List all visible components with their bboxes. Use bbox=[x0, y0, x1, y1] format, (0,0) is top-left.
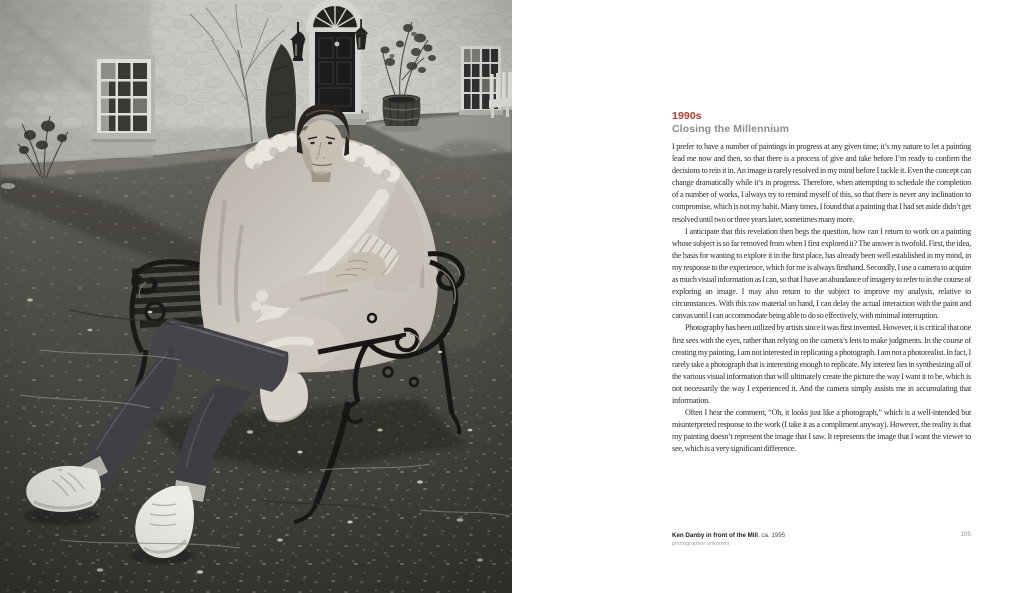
section-title: Closing the Millennium bbox=[672, 123, 790, 135]
paragraph-4: Often I hear the comment, “Oh, it looks just like a photograph,” which is a well-intended but misinterpreted response to the work (I take it as a compliment anyway). However, the reality is that my painting doesn’t represent the image that I saw. It represents the image that I want the viewer to see, which is a very significant difference. bbox=[672, 408, 971, 454]
text-page bbox=[512, 0, 1024, 593]
text-column bbox=[672, 110, 971, 455]
caption-title-bold: Ken Danby in front of the Mill bbox=[672, 532, 758, 539]
page-number: 105 bbox=[960, 531, 971, 538]
caption-credit: photographer unknown bbox=[672, 541, 730, 547]
paragraph-3: Photography has been utilized by artists since it was first invented. However, it is critical that one first sees with the eyes, rather than relying on the camera’s lens to make judgments. In the course of creating my painting, I am not interested in replicating a photograph. I am not a photorealist. In fact, I rarely take a photograph that is interesting enough to replicate. My interest lies in synthesizing all of the various visual information that will ultimately create the picture the way I want it to be, which is not necessarily the way I experienced it. And the camera simply assists me in accumulating that information. bbox=[672, 323, 971, 405]
paragraph-2: I anticipate that this revelation then begs the question, how can I return to work on a painting whose subject is so far removed from when I first explored it? The answer is twofold. First, the idea, the basis for wanting to explore it in the first place, has already been well established in my mind, in my response to the experience, which for me is always firsthand. Secondly, I use a camera to acquire as much visual information as I can, so that I have an abundance of imagery to refer to in the course of exploring an image. I may also return to the subject to improve my analysis, relative to circumstances. With this raw material on hand, I can delay the actual interaction with the paint and canvas until I can accommodate being able to do so effectively, with minimal interruption. bbox=[672, 226, 971, 321]
caption-title-rest: , ca. 1995 bbox=[757, 532, 786, 539]
era-heading: 1990s bbox=[672, 110, 702, 122]
paragraph-1: I prefer to have a number of paintings in progress at any given time; it’s my nature to let a painting lead me now and then, so that there is a process of give and take before I’m ready to confirm the decisions to rein it in. An image is rarely resolved in my mind before I tackle it. Even the concept can change dramatically while it’s in progress. Therefore, when attempting to schedule the completion of a number of works, I always try to remind myself of this, so that there is never any inclination to compromise, which is not my habit. Many times, I found that a painting that I had set aside didn’t get resolved until two or three years later, sometimes many more. bbox=[672, 142, 971, 224]
body-text bbox=[672, 141, 971, 455]
